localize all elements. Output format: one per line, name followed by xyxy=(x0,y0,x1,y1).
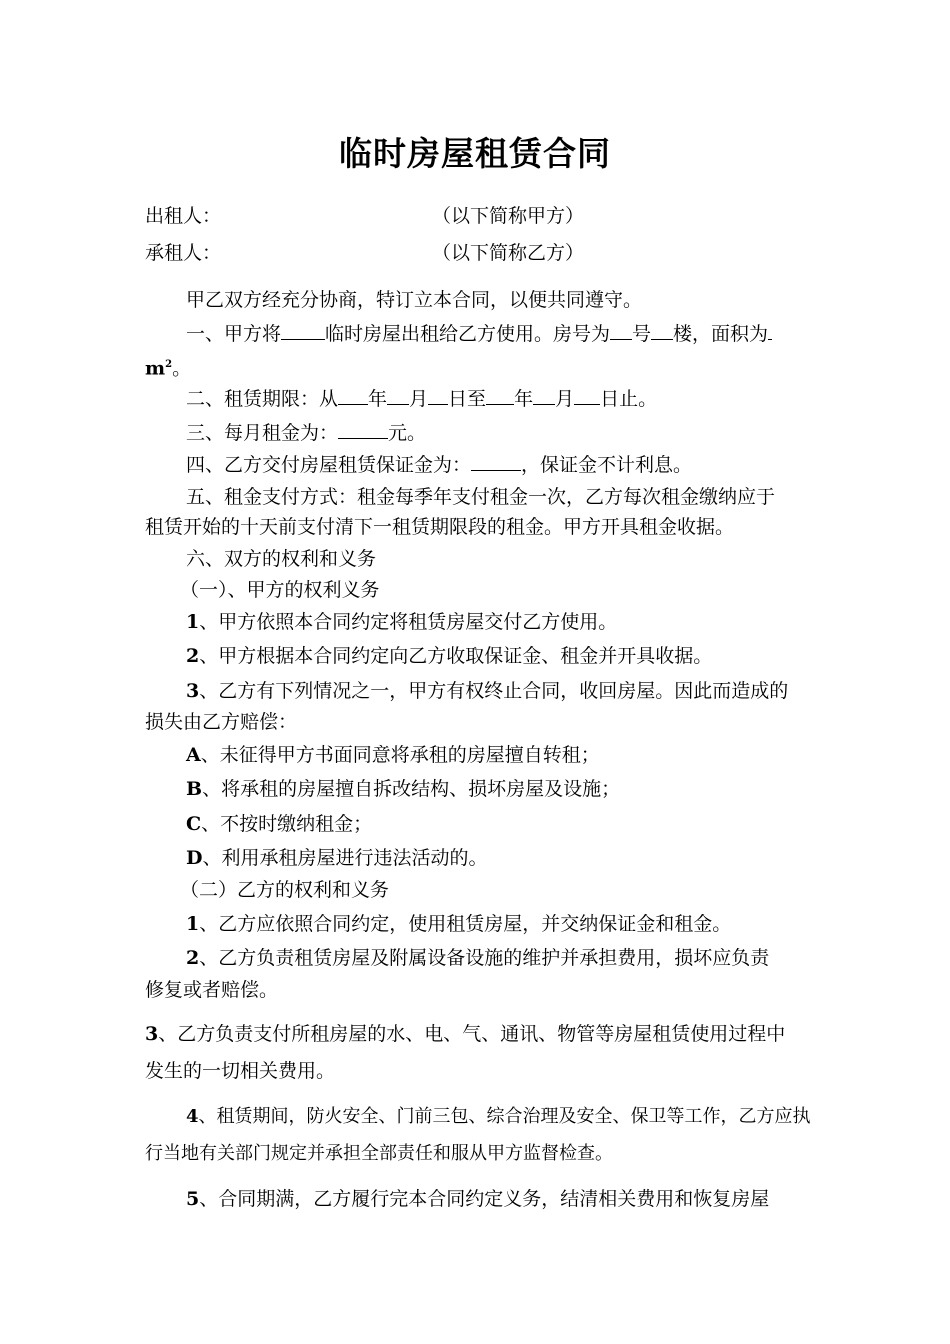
clause-1: 一、甲方将 临时房屋出租给乙方使用。房号为 号 楼，面积为 xyxy=(186,321,772,347)
intro-paragraph: 甲乙双方经充分协商，特订立本合同，以便共同遵守。 xyxy=(186,289,643,311)
party-b-heading: （二）乙方的权利和义务 xyxy=(180,879,390,901)
lessee-note: （以下简称乙方） xyxy=(432,242,585,264)
party-b-item-3-line-1: 3、乙方负责支付所租房屋的水、电、气、通讯、物管等房屋租赁使用过程中 xyxy=(145,1023,786,1045)
clause-3: 三、每月租金为： 元。 xyxy=(186,422,427,444)
clause-4: 四、乙方交付房屋租赁保证金为： ，保证金不计利息。 xyxy=(186,454,693,476)
party-b-item-4-line-1: 4、租赁期间，防火安全、门前三包、综合治理及安全、保卫等工作，乙方应执 xyxy=(186,1106,811,1127)
party-a-sub-d: D、利用承租房屋进行违法活动的。 xyxy=(186,847,488,869)
party-b-item-3-line-2: 发生的一切相关费用。 xyxy=(145,1060,336,1082)
clause-1-area-unit: $m^2$。 xyxy=(145,357,192,380)
party-a-item-3-line-1: 3、乙方有下列情况之一，甲方有权终止合同，收回房屋。因此而造成的 xyxy=(186,680,789,702)
document-title: 临时房屋租赁合同 xyxy=(339,134,611,173)
party-b-item-5-line-1: 5、合同期满，乙方履行完本合同约定义务，结清相关费用和恢复房屋 xyxy=(186,1188,770,1210)
party-a-item-3-line-2: 损失由乙方赔偿： xyxy=(145,711,298,733)
party-b-item-2-line-2: 修复或者赔偿。 xyxy=(145,979,279,1001)
party-a-sub-c: C、不按时缴纳租金； xyxy=(186,813,373,835)
lessor-label: 出租人： xyxy=(145,205,222,227)
party-b-item-1: 1、乙方应依照合同约定，使用租赁房屋，并交纳保证金和租金。 xyxy=(186,913,732,935)
lessor-note: （以下简称甲方） xyxy=(432,205,585,227)
party-a-item-1: 1、甲方依照本合同约定将租赁房屋交付乙方使用。 xyxy=(186,611,618,633)
clause-6-heading: 六、双方的权利和义务 xyxy=(186,548,377,570)
party-b-item-4-line-2: 行当地有关部门规定并承担全部责任和服从甲方监督检查。 xyxy=(145,1143,613,1164)
party-a-sub-b: B、将承租的房屋擅自拆改结构、损坏房屋及设施； xyxy=(186,778,621,800)
lessee-label: 承租人： xyxy=(145,242,222,264)
clause-5-line-1: 五、租金支付方式：租金每季年支付租金一次，乙方每次租金缴纳应于 xyxy=(186,486,776,508)
clause-2: 二、租赁期限：从 年 月 日至 年 月 日止。 xyxy=(186,388,658,410)
party-a-heading: （一）、甲方的权利义务 xyxy=(180,579,380,601)
party-b-item-2-line-1: 2、乙方负责租赁房屋及附属设备设施的维护并承担费用，损坏应负责 xyxy=(186,947,770,969)
clause-5-line-2: 租赁开始的十天前支付清下一租赁期限段的租金。甲方开具租金收据。 xyxy=(145,516,735,538)
party-a-item-2: 2、甲方根据本合同约定向乙方收取保证金、租金并开具收据。 xyxy=(186,645,713,667)
party-a-sub-a: A、未征得甲方书面同意将承租的房屋擅自转租； xyxy=(186,744,600,766)
